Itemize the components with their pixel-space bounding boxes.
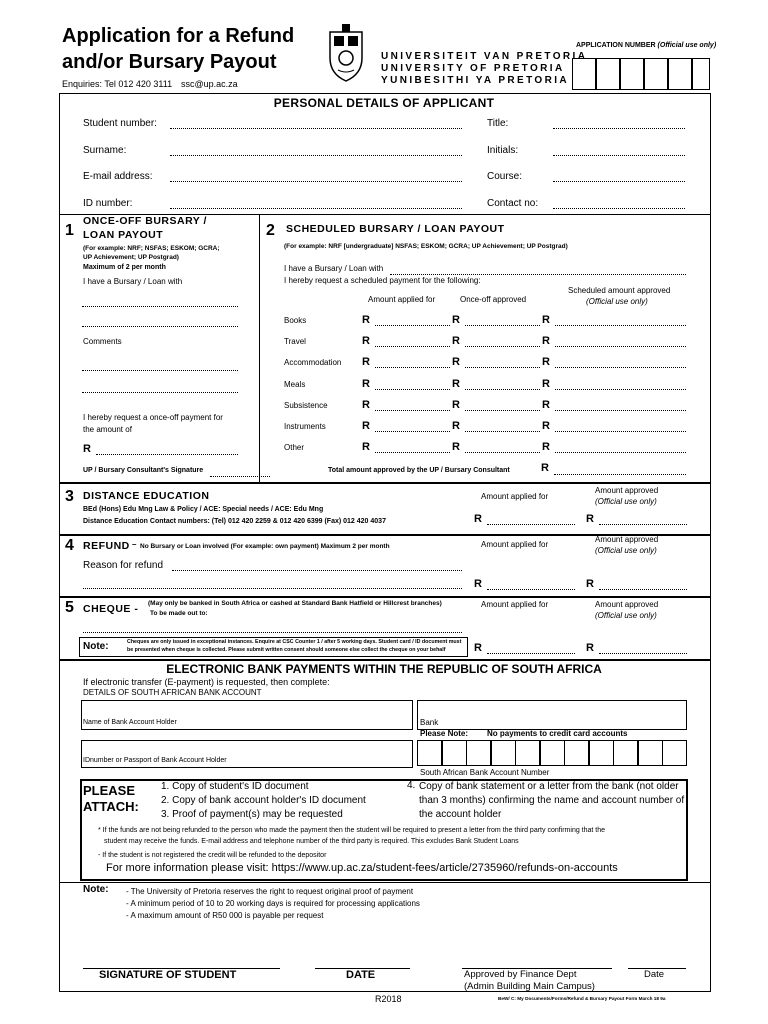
section-2-col-scheduled: Scheduled amount approved <box>568 286 671 295</box>
attach-attach: ATTACH: <box>83 799 139 814</box>
section-2-row-label: Meals <box>284 380 306 389</box>
section-2-row-label: Other <box>284 443 305 452</box>
section-3-heading: DISTANCE EDUCATION <box>83 490 210 502</box>
divider <box>59 596 711 598</box>
section-3-official-label: (Official use only) <box>595 497 657 506</box>
section-2-scheduled-field[interactable] <box>555 431 686 432</box>
bank-account-digit-cell[interactable] <box>589 740 614 766</box>
section-2-r-symbol: R <box>542 399 550 411</box>
divider <box>259 214 260 482</box>
app-number-cell[interactable] <box>596 58 620 90</box>
section-5-number: 5 <box>65 599 74 616</box>
bank-name-field[interactable] <box>417 700 687 730</box>
section-1-r-symbol: R <box>83 443 91 455</box>
section-2-once-off-field[interactable] <box>465 325 540 326</box>
university-name-english: UNIVERSITY OF PRETORIA <box>381 63 565 74</box>
section-4-heading: REFUND <box>83 540 130 552</box>
section-2-applied-field[interactable] <box>375 325 450 326</box>
section-2-applied-field[interactable] <box>375 410 450 411</box>
section-5-note-b: To be made out to: <box>150 610 208 617</box>
section-1-signature-field[interactable] <box>210 476 270 477</box>
divider <box>59 482 711 484</box>
bank-account-digit-cell[interactable] <box>417 740 442 766</box>
section-2-once-off-field[interactable] <box>465 410 540 411</box>
section-4-approved-r: R <box>586 578 594 590</box>
section-3-applied-field[interactable] <box>487 524 575 525</box>
section-2-row-label: Books <box>284 316 307 325</box>
attach-item-1: 1. Copy of student's ID document <box>161 781 309 792</box>
bank-holder-label: Name of Bank Account Holder <box>83 719 177 726</box>
section-2-r-symbol: R <box>452 378 460 390</box>
section-2-scheduled-field[interactable] <box>555 410 686 411</box>
app-number-cell[interactable] <box>668 58 692 90</box>
section-2-col-applied: Amount applied for <box>368 295 436 304</box>
attach-item-4-b: than 3 months) confirming the name and account number of <box>419 795 685 806</box>
university-name-sepedi: YUNIBESITHI YA PRETORIA <box>381 75 570 86</box>
section-3-applied-label: Amount applied for <box>481 492 549 501</box>
id-number-label: ID number: <box>83 198 133 209</box>
attach-bullet-1a: * If the funds are not being refunded to the person who made the payment then the student will be required to present a letter from the third party confirming that the <box>98 827 606 834</box>
enquiries-email[interactable]: ssc@up.ac.za <box>181 79 238 89</box>
section-1-example-a: (For example: NRF; NSFAS; ESKOM; GCRA; <box>83 245 220 252</box>
section-4-applied-field[interactable] <box>487 589 575 590</box>
approved-finance-location: (Admin Building Main Campus) <box>464 981 595 992</box>
section-2-row-label: Instruments <box>284 422 326 431</box>
section-5-applied-r: R <box>474 642 482 654</box>
section-2-once-off-field[interactable] <box>465 346 540 347</box>
bank-heading: ELECTRONIC BANK PAYMENTS WITHIN THE REPUBLIC OF SOUTH AFRICA <box>166 662 602 676</box>
form-title-line1: Application for a Refund <box>62 25 295 47</box>
section-2-r-symbol: R <box>542 356 550 368</box>
course-field[interactable] <box>553 181 685 182</box>
attach-item-3: 3. Proof of payment(s) may be requested <box>161 809 343 820</box>
section-4-approved-label: Amount approved <box>595 535 659 544</box>
section-5-approved-field[interactable] <box>599 653 687 654</box>
divider <box>59 659 711 661</box>
contact-field[interactable] <box>553 208 685 209</box>
section-2-r-symbol: R <box>362 378 370 390</box>
section-2-total-r: R <box>541 462 549 474</box>
section-2-once-off-field[interactable] <box>465 389 540 390</box>
section-2-request-label: I hereby request a scheduled payment for the following: <box>284 276 481 285</box>
bank-details-label: DETAILS OF SOUTH AFRICAN BANK ACCOUNT <box>83 688 262 697</box>
section-3-number: 3 <box>65 488 74 505</box>
student-number-label: Student number: <box>83 118 157 129</box>
section-1-bursary-field-2[interactable] <box>82 326 238 327</box>
section-2-col-once-off: Once-off approved <box>460 295 527 304</box>
section-5-official-label: (Official use only) <box>595 611 657 620</box>
section-1-number: 1 <box>65 222 74 239</box>
section-2-r-symbol: R <box>452 399 460 411</box>
section-5-applied-field[interactable] <box>487 653 575 654</box>
section-4-official-label: (Official use only) <box>595 546 657 555</box>
section-4-note: No Bursary or Loan involved (For example: own payment) Maximum 2 per month <box>140 543 390 550</box>
section-1-request-a: I hereby request a once-off payment for <box>83 413 223 422</box>
section-2-total-label: Total amount approved by the UP / Bursary Consultant <box>328 467 510 474</box>
section-2-r-symbol: R <box>362 399 370 411</box>
section-2-applied-field[interactable] <box>375 452 450 453</box>
attach-more-info[interactable]: For more information please visit: https://www.up.ac.za/student-fees/article/2735960/refunds-on-accounts <box>106 862 618 874</box>
bank-account-number-label: South African Bank Account Number <box>420 768 550 777</box>
initials-label: Initials: <box>487 145 519 156</box>
section-2-r-symbol: R <box>452 356 460 368</box>
app-number-cell[interactable] <box>572 58 596 90</box>
footer-note-3: - A maximum amount of R50 000 is payable per request <box>126 911 324 920</box>
section-2-r-symbol: R <box>542 378 550 390</box>
section-1-signature-label: UP / Bursary Consultant's Signature <box>83 467 204 474</box>
date2-label: Date <box>644 969 665 980</box>
bank-account-digit-cell[interactable] <box>540 740 565 766</box>
title-field[interactable] <box>553 128 685 129</box>
section-2-applied-field[interactable] <box>375 367 450 368</box>
section-2-scheduled-field[interactable] <box>555 346 686 347</box>
app-number-cell[interactable] <box>692 58 710 90</box>
section-2-row-label: Travel <box>284 337 306 346</box>
section-4-applied-label: Amount applied for <box>481 540 549 549</box>
bank-intro: If electronic transfer (E-payment) is requested, then complete: <box>83 677 330 687</box>
section-1-heading-a: ONCE-OFF BURSARY / <box>83 215 207 227</box>
section-1-request-b: the amount of <box>83 425 132 434</box>
section-4-number: 4 <box>65 537 74 554</box>
section-2-r-symbol: R <box>362 335 370 347</box>
bank-please-note: Please Note: <box>420 729 469 738</box>
section-2-scheduled-field[interactable] <box>555 367 686 368</box>
bank-account-digit-cell[interactable] <box>442 740 467 766</box>
approved-finance-label: Approved by Finance Dept <box>464 969 577 980</box>
section-5-note-label: Note: <box>83 641 109 652</box>
section-3-approved-r: R <box>586 513 594 525</box>
file-path: BeW/ C: My Documents/Forms/Refund & Bursary Payout Form March 18 9a <box>498 996 666 1001</box>
section-3-applied-r: R <box>474 513 482 525</box>
section-2-r-symbol: R <box>452 335 460 347</box>
section-1-comments-field-2[interactable] <box>82 392 238 393</box>
enquiries: Enquiries: Tel 012 420 3111 <box>62 79 173 89</box>
date-label: DATE <box>346 969 376 981</box>
section-5-approved-label: Amount approved <box>595 600 659 609</box>
section-1-have-label: I have a Bursary / Loan with <box>83 277 183 286</box>
section-3-line2: Distance Education Contact numbers: (Tel) 012 420 2259 & 012 420 6399 (Fax) 012 420 4037 <box>83 518 386 525</box>
attach-item-4-a: Copy of bank statement or a letter from the bank (not older <box>419 781 679 792</box>
footer-note-1: - The University of Pretoria reserves the right to request original proof of payment <box>126 887 414 896</box>
section-5-approved-r: R <box>586 642 594 654</box>
section-2-r-symbol: R <box>452 420 460 432</box>
attach-bullet-1b: student may receive the funds. E-mail address and telephone number of the third party is required. This excludes Bank Student Loans <box>104 838 519 845</box>
bank-account-digit-cell[interactable] <box>491 740 516 766</box>
initials-field[interactable] <box>553 155 685 156</box>
section-4-dash: – <box>132 540 137 549</box>
section-2-once-off-field[interactable] <box>465 367 540 368</box>
section-2-applied-field[interactable] <box>375 389 450 390</box>
bank-account-digit-cell[interactable] <box>613 740 638 766</box>
section-1-bursary-field[interactable] <box>82 306 238 307</box>
course-label: Course: <box>487 171 523 182</box>
section-2-number: 2 <box>266 222 275 239</box>
title-label: Title: <box>487 118 509 129</box>
section-2-scheduled-field[interactable] <box>555 389 686 390</box>
section-1-comments-label: Comments <box>83 337 122 346</box>
section-3-approved-field[interactable] <box>599 524 687 525</box>
section-3-line1: BEd (Hons) Edu Mng Law & Policy / ACE: Special needs / ACE: Edu Mng <box>83 506 324 513</box>
section-1-max: Maximum of 2 per month <box>83 264 166 271</box>
bank-account-digit-cell[interactable] <box>515 740 540 766</box>
section-4-reason-field[interactable] <box>172 570 462 571</box>
section-2-applied-field[interactable] <box>375 346 450 347</box>
section-5-note-text-b: be presented when cheque is collected. Please submit written consent should someone else collect the cheque on your behalf <box>127 647 446 653</box>
section-5-heading: CHEQUE - <box>83 603 139 615</box>
surname-label: Surname: <box>83 145 127 156</box>
section-2-r-symbol: R <box>542 335 550 347</box>
section-2-once-off-field[interactable] <box>465 431 540 432</box>
section-2-scheduled-field[interactable] <box>555 452 686 453</box>
section-2-r-symbol: R <box>542 420 550 432</box>
section-2-r-symbol: R <box>362 441 370 453</box>
section-1-heading-b: LOAN PAYOUT <box>83 229 164 241</box>
section-4-approved-field[interactable] <box>599 589 687 590</box>
app-number-cell[interactable] <box>620 58 644 90</box>
section-2-have-label: I have a Bursary / Loan with <box>284 264 384 273</box>
email-label: E-mail address: <box>83 171 153 182</box>
section-2-example: (For example: NRF [undergraduate] NSFAS; ESKOM; GCRA; UP Achievement; UP Postgrad) <box>284 243 568 250</box>
section-5-note-a: (May only be banked in South Africa or cashed at Standard Bank Hatfield or Hillcrest branches) <box>148 600 442 607</box>
section-2-heading: SCHEDULED BURSARY / LOAN PAYOUT <box>286 223 505 235</box>
application-number-label: APPLICATION NUMBER (Official use only) <box>576 42 717 49</box>
section-1-amount-field[interactable] <box>96 454 238 455</box>
university-crest-logo <box>326 24 366 84</box>
section-1-example-b: UP Achievement; UP Postgrad) <box>83 254 179 261</box>
section-4-reason-label: Reason for refund <box>83 560 164 571</box>
section-2-r-symbol: R <box>452 314 460 326</box>
section-2-once-off-field[interactable] <box>465 452 540 453</box>
section-4-reason-field-2[interactable] <box>83 588 462 589</box>
personal-details-heading: PERSONAL DETAILS OF APPLICANT <box>273 96 495 110</box>
form-title-line2: and/or Bursary Payout <box>62 51 277 73</box>
bank-name-label: Bank <box>420 718 439 727</box>
footer-note-label: Note: <box>83 884 109 895</box>
signature-label: SIGNATURE OF STUDENT <box>99 969 237 981</box>
revision: R2018 <box>375 994 402 1004</box>
email-field[interactable] <box>170 181 462 182</box>
section-5-applied-label: Amount applied for <box>481 600 549 609</box>
surname-field[interactable] <box>170 155 462 156</box>
section-2-row-label: Subsistence <box>284 401 328 410</box>
bank-id-passport-label: IDnumber or Passport of Bank Account Holder <box>83 757 227 764</box>
section-2-bursary-field[interactable] <box>390 274 686 275</box>
student-number-field[interactable] <box>170 128 462 129</box>
bank-account-digit-cell[interactable] <box>564 740 589 766</box>
attach-item-4-num: 4. <box>407 780 416 791</box>
section-5-payee-field[interactable] <box>83 632 462 633</box>
section-2-row-label: Accommodation <box>284 358 342 367</box>
contact-label: Contact no: <box>487 198 539 209</box>
section-1-comments-field[interactable] <box>82 370 238 371</box>
bank-account-digit-cell[interactable] <box>662 740 687 766</box>
section-5-note-text-a: Cheques are only issued in exceptional instances. Enquire at CSC Counter 1 / after 5 working days. Student card / ID document must <box>127 639 462 645</box>
attach-please: PLEASE <box>83 783 136 798</box>
bank-no-credit-card: No payments to credit card accounts <box>487 729 628 738</box>
section-2-total-field[interactable] <box>554 474 686 475</box>
attach-item-2: 2. Copy of bank account holder's ID document <box>161 795 366 806</box>
university-name-afrikaans: UNIVERSITEIT VAN PRETORIA <box>381 51 588 62</box>
section-2-r-symbol: R <box>542 314 550 326</box>
footer-note-2: - A minimum period of 10 to 20 working days is required for processing applications <box>126 899 420 908</box>
attach-item-4-c: the account holder <box>419 809 502 820</box>
section-4-applied-r: R <box>474 578 482 590</box>
id-number-field[interactable] <box>170 208 462 209</box>
section-2-scheduled-field[interactable] <box>555 325 686 326</box>
attach-bullet-2: - If the student is not registered the credit will be refunded to the depositor <box>98 852 327 859</box>
section-2-r-symbol: R <box>362 314 370 326</box>
section-3-approved-label: Amount approved <box>595 486 659 495</box>
section-2-applied-field[interactable] <box>375 431 450 432</box>
app-number-cell[interactable] <box>644 58 668 90</box>
section-2-r-symbol: R <box>362 420 370 432</box>
section-2-col-official: (Official use only) <box>586 297 648 306</box>
section-2-r-symbol: R <box>542 441 550 453</box>
section-2-r-symbol: R <box>452 441 460 453</box>
bank-account-digit-cell[interactable] <box>466 740 491 766</box>
bank-account-digit-cell[interactable] <box>638 740 663 766</box>
section-2-r-symbol: R <box>362 356 370 368</box>
